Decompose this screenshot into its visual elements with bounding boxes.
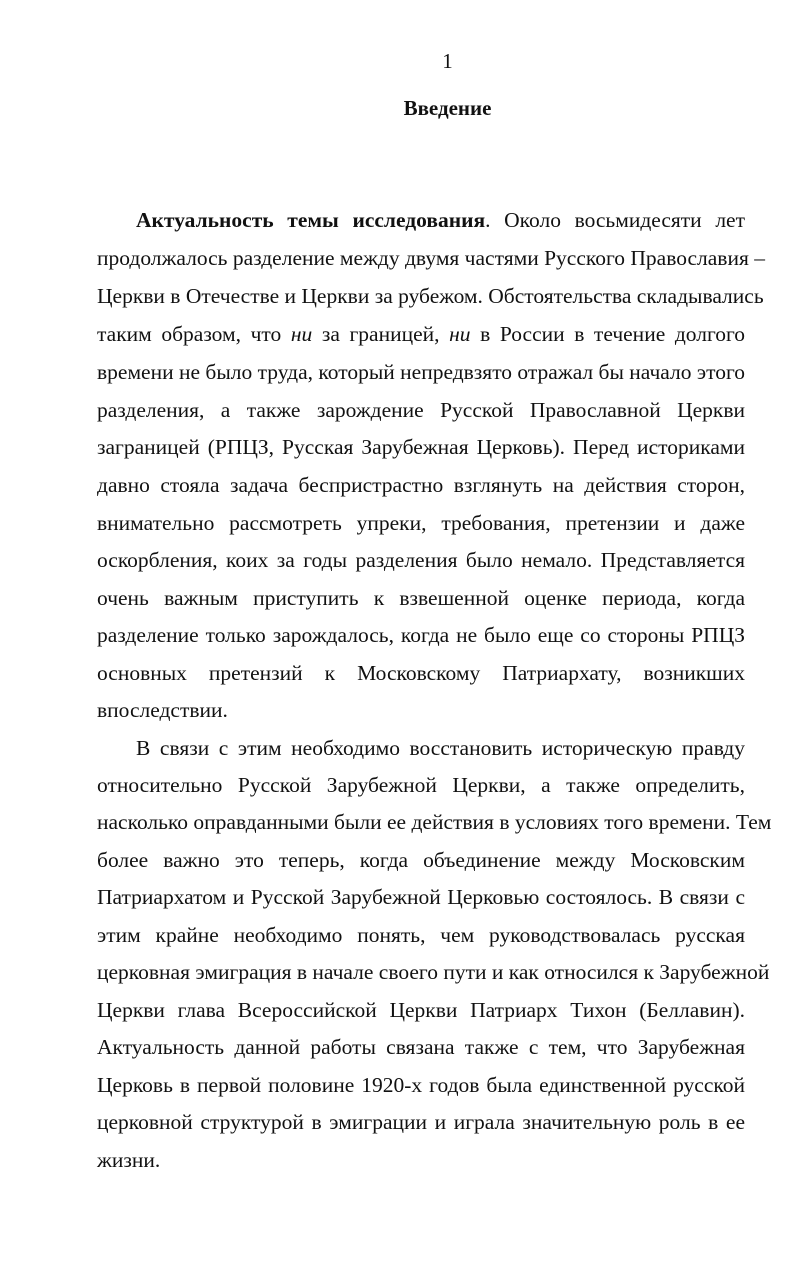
text-line: давно стояла задача беспристрастно взглянуть на действия сторон,	[97, 473, 745, 497]
text-line: Церковь в первой половине 1920-х годов была единственной русской	[97, 1073, 745, 1097]
text-line: разделение только зарождалось, когда не было еще со стороны РПЦЗ	[97, 623, 745, 647]
text-line: Патриархатом и Русской Зарубежной Церковью состоялось. В связи с	[97, 885, 745, 909]
text-line: более важно это теперь, когда объединение между Московским	[97, 848, 745, 872]
text-line: основных претензий к Московскому Патриархату, возникших	[97, 661, 745, 685]
text-line: насколько оправданными были ее действия в условиях того времени. Тем	[97, 810, 772, 834]
text-fragment: . Около восьмидесяти лет	[485, 208, 745, 232]
text-line: Церкви глава Всероссийской Церкви Патриарх Тихон (Беллавин).	[97, 998, 745, 1022]
text-line: впоследствии.	[97, 698, 228, 722]
text-fragment: в России в течение долгого	[470, 322, 746, 346]
text-line: очень важным приступить к взвешенной оценке периода, когда	[97, 586, 745, 610]
text-line: церковной структурой в эмиграции и играла значительную роль в ее	[97, 1110, 745, 1134]
text-line: Актуальность данной работы связана также с тем, что Зарубежная	[97, 1035, 745, 1059]
text-line: заграницей (РПЦЗ, Русская Зарубежная Церковь). Перед историками	[97, 435, 745, 459]
text-line: оскорбления, коих за годы разделения было немало. Представляется	[97, 548, 745, 572]
text-line: относительно Русской Зарубежной Церкви, а также определить,	[97, 773, 745, 797]
text-line: церковная эмиграция в начале своего пути и как относился к Зарубежной	[97, 960, 770, 984]
text-line: внимательно рассмотреть упреки, требования, претензии и даже	[97, 511, 745, 535]
text-line	[136, 206, 745, 234]
emphasis: ни	[290, 322, 313, 346]
text-line: жизни.	[97, 1148, 161, 1172]
text-line: Церкви в Отечестве и Церкви за рубежом. Обстоятельства складывались	[97, 284, 764, 308]
text-fragment: таким образом, что	[97, 322, 291, 346]
section-heading: Актуальность темы исследования	[136, 208, 486, 232]
text-line: этим крайне необходимо понять, чем руководствовалась русская	[97, 923, 745, 947]
text-line: продолжалось разделение между двумя частями Русского Православия –	[97, 246, 765, 270]
page-number: 1	[442, 49, 453, 73]
text-line: разделения, а также зарождение Русской Православной Церкви	[97, 398, 745, 422]
text-line: времени не было труда, который непредвзято отражал бы начало этого	[97, 360, 746, 384]
text-line: В связи с этим необходимо восстановить историческую правду	[136, 736, 745, 760]
emphasis: ни	[449, 322, 471, 346]
page-title: Введение	[403, 96, 492, 120]
text-line	[97, 320, 745, 348]
text-fragment: за границей,	[312, 322, 450, 346]
